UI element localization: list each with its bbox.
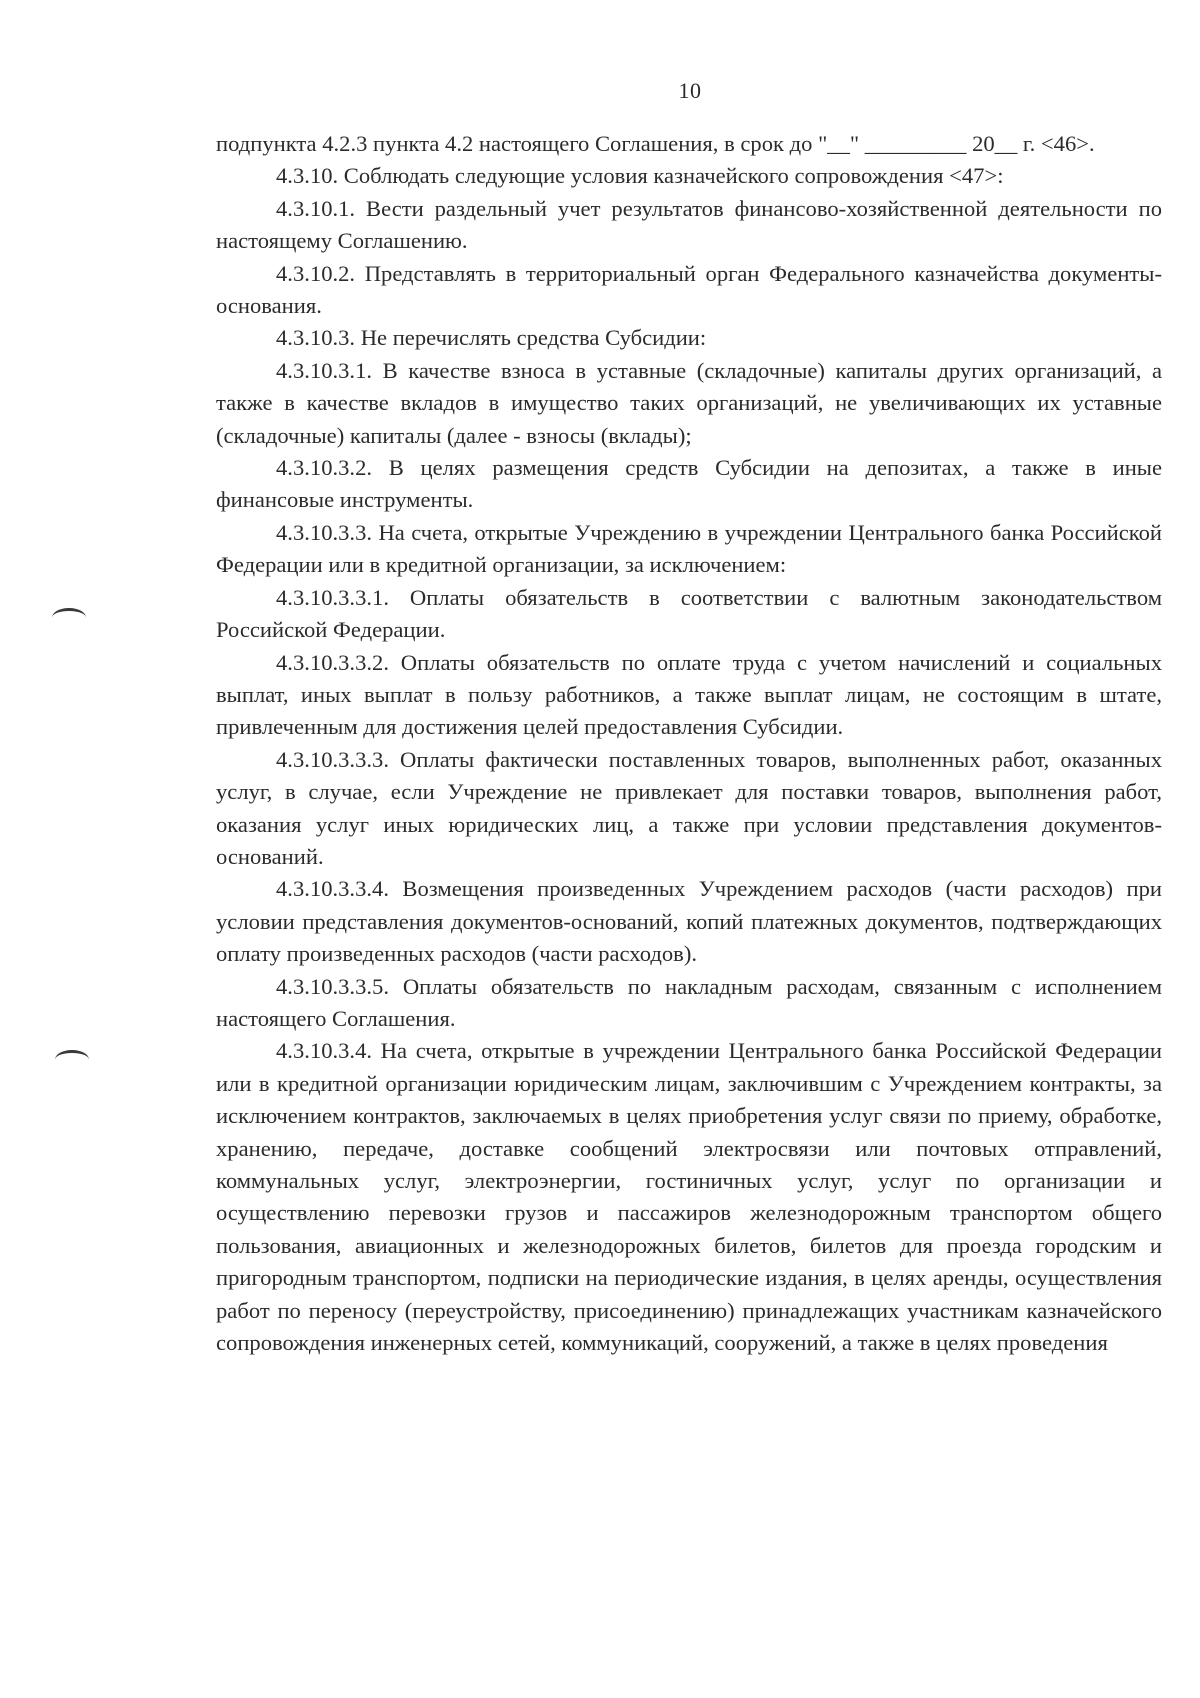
paragraph-4-3-10: 4.3.10. Соблюдать следующие условия казначейского сопровождения <47>: <box>276 163 1004 189</box>
paragraph-4-3-10-3-4: 4.3.10.3.4. На счета, открытые в учреждении Центрального банка Российской Федерации или в кредитной организации юридическим лицам, заключившим с Учреждением контракты, за исключением контрактов, заключаемых в целях приобретения услуг связи по приему, обработке, хранению, передаче, доставке сообщений электросвязи или почтовых отправлений, коммунальных услуг, электроэнергии, гостиничных услуг, услуг по организации и осуществлению перевозки грузов и пассажиров железнодорожным транспортом общего пользования, авиационных и железнодорожных билетов, билетов для проезда городским и пригородным транспортом, подписки на периодические издания, в целях аренды, осуществления работ по переносу (переустройству, присоединению) принадлежащих участникам казначейского сопровождения инженерных сетей, коммуникаций, сооружений, а также в целях проведения <box>216 1038 1162 1356</box>
page-number: 10 <box>678 78 702 103</box>
paragraph-4-3-10-2: 4.3.10.2. Представлять в территориальный орган Федерального казначейства документы-основания. <box>216 260 1162 319</box>
paragraph-4-3-10-3-1: 4.3.10.3.1. В качестве взноса в уставные (складочные) капиталы других организаций, а также в качестве вкладов в имущество таких организаций, не увеличивающих их уставные (складочные) капиталы (далее - взносы (вклады); <box>216 357 1162 448</box>
binder-hole-mark <box>52 608 86 627</box>
document-body <box>216 128 1162 1359</box>
paragraph-4-3-10-3-3-1: 4.3.10.3.3.1. Оплаты обязательств в соответствии с валютным законодательством Российской Федерации. <box>216 584 1162 643</box>
paragraph-4-3-10-3-2: 4.3.10.3.2. В целях размещения средств Субсидии на депозитах, а также в иные финансовые инструменты. <box>216 455 1162 513</box>
paragraph-4-3-10-3-3-5: 4.3.10.3.3.5. Оплаты обязательств по накладным расходам, связанным с исполнением настоящего Соглашения. <box>216 973 1162 1031</box>
paragraph-4-3-10-3-3-4: 4.3.10.3.3.4. Возмещения произведенных Учреждением расходов (части расходов) при условии представления документов-оснований, копий платежных документов, подтверждающих оплату произведенных расходов (части расходов). <box>216 876 1162 967</box>
paragraph-continuation: подпункта 4.2.3 пункта 4.2 настоящего Соглашения, в срок до "__" _________ 20__ г. <46>. <box>216 131 1095 156</box>
paragraph-4-3-10-3-3: 4.3.10.3.3. На счета, открытые Учреждению в учреждении Центрального банка Российской Федерации или в кредитной организации, за исключением: <box>216 519 1162 578</box>
paragraph-4-3-10-3: 4.3.10.3. Не перечислять средства Субсидии: <box>276 325 707 351</box>
binder-hole-mark <box>55 1050 89 1069</box>
paragraph-4-3-10-1: 4.3.10.1. Вести раздельный учет результатов финансово-хозяйственной деятельности по настоящему Соглашению. <box>216 195 1162 254</box>
paragraph-4-3-10-3-3-2: 4.3.10.3.3.2. Оплаты обязательств по оплате труда с учетом начислений и социальных выплат, иных выплат в пользу работников, а также выплат лицам, не состоящим в штате, привлеченным для достижения целей предоставления Субсидии. <box>216 649 1162 740</box>
paragraph-4-3-10-3-3-3: 4.3.10.3.3.3. Оплаты фактически поставленных товаров, выполненных работ, оказанных услуг, в случае, если Учреждение не привлекает для поставки товаров, выполнения работ, оказания услуг иных юридических лиц, а также при условии представления документов-оснований. <box>216 746 1162 869</box>
